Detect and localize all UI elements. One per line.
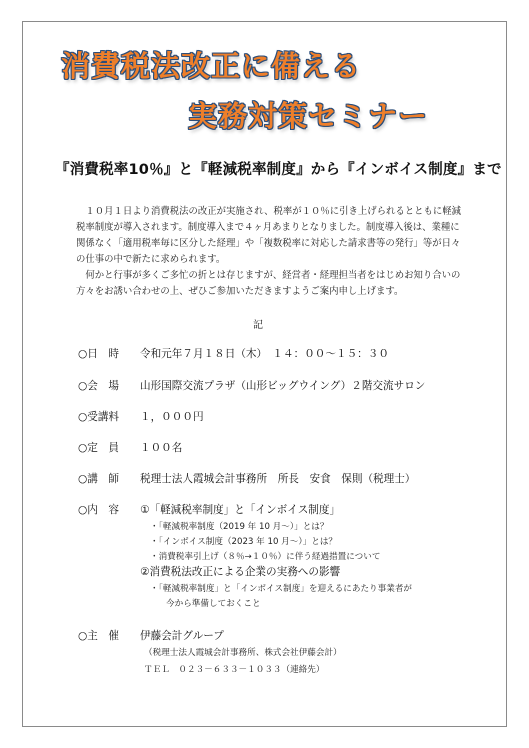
capacity-row [78, 440, 182, 455]
lecturer-row [78, 471, 415, 486]
content-row [78, 502, 340, 517]
organizer-name: 伊藤会計グループ [140, 630, 224, 642]
lecturer-label: ○講 師 [78, 473, 120, 485]
fee-value: １，０００円 [140, 411, 204, 423]
subtitle: 『消費税率10％』と『軽減税率制度』から『インボイス制度』まで [55, 162, 502, 178]
organizer-detail: （税理士法人霞城会計事務所、株式会社伊藤会計） [144, 648, 342, 658]
content-item-1-sub-1: ・「軽減税率制度（2019 年 10 月～）」とは？ [150, 522, 329, 532]
venue-label: ○会 場 [78, 380, 120, 392]
organizer-tel: ＴＥＬ ０２３－６３３－１０３３（連絡先） [144, 665, 325, 675]
content-item-2-sub-line-2: 今から準備しておくこと [166, 599, 261, 609]
organizer-label: ○主 催 [78, 630, 120, 642]
capacity-label: ○定 員 [78, 442, 120, 454]
organizer-row [78, 628, 224, 643]
content-item-1-sub-2: ・「インボイス制度（2023 年 10 月～）」とは？ [150, 537, 338, 547]
intro-paragraph-2: 何かと行事が多くご多忙の折とは存じますが、経営者・経理担当者をはじめお知り合いの方々をお誘い合わせの上、ぜひご参加いただきますようご案内申し上げます。 [76, 270, 461, 297]
content-label: ○内 容 [78, 504, 120, 516]
date-row [78, 346, 389, 361]
intro-text [76, 204, 468, 300]
fee-label: ○受講料 [78, 411, 120, 423]
venue-value: 山形国際交流プラザ（山形ビッグウイング）２階交流サロン [140, 380, 426, 392]
fee-row [78, 409, 204, 424]
content-item-2: ②消費税法改正による企業の実務への影響 [140, 566, 341, 578]
content-item-1-sub-3: ・消費税率引上げ（８％→１０％）に伴う経過措置について [150, 552, 381, 562]
capacity-value: １００名 [140, 442, 183, 454]
ki-heading: 記 [253, 320, 263, 331]
date-label: ○日 時 [78, 348, 120, 360]
content-item-2-sub-line-1: ・「軽減税率制度」と「インボイス制度」を迎えるにあたり事業者が [150, 584, 413, 594]
title-line-2: 実務対策セミナー [188, 99, 429, 133]
lecturer-value: 税理士法人霞城会計事務所 所長 安食 保則（税理士） [140, 473, 416, 485]
date-value: 令和元年７月１８日（木） １４：００～１５：３０ [140, 348, 389, 360]
intro-paragraph-1: １０月１日より消費税法の改正が実施され、税率が１０％に引き上げられるとともに軽減税率制度が導入されます。制度導入まで４ヶ月あまりとなりました。制度導入後は、業種に関係なく「適用税率毎に区分した経理」や「複数税率に対応した請求書等の発行」等が日々の仕事の中で新たに求められます。 [76, 206, 461, 265]
title-line-1: 消費税法改正に備える [61, 49, 362, 83]
content-item-1: ①「軽減税率制度」と「インボイス制度」 [140, 504, 341, 516]
venue-row [78, 378, 425, 393]
